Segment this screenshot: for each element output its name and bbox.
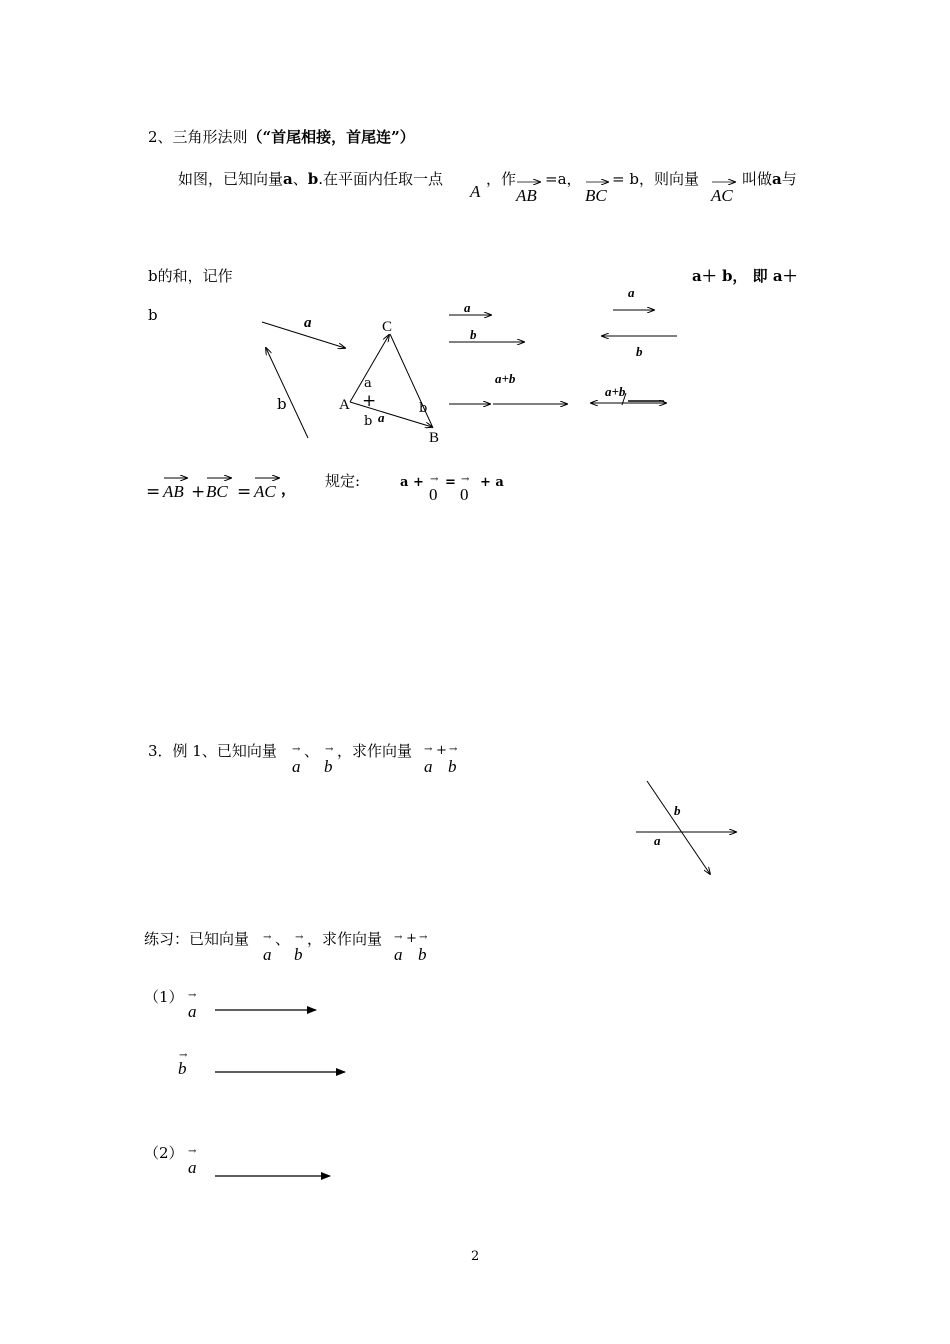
vec-arrow: →	[394, 932, 403, 943]
formula-AC: AC	[254, 482, 276, 501]
paragraph-line-2-right: a＋ b， 即 a＋	[692, 267, 798, 285]
fig-right-a1: a	[464, 300, 471, 315]
page-number: 2	[471, 1249, 480, 1264]
zero-arrow-1: →	[430, 474, 439, 485]
paragraph-text: ，作	[486, 170, 517, 188]
practice-item-1-a: a	[188, 1002, 197, 1021]
formula-BC: BC	[206, 482, 228, 501]
vec-arrow: →	[188, 1146, 197, 1157]
example-vec-b: b	[324, 757, 333, 776]
fig-label-a: a	[304, 315, 312, 331]
example-sum-b: b	[448, 757, 457, 776]
example-1-prefix: 3．例 1、已知向量	[148, 742, 277, 760]
formula-eq-left: =	[146, 482, 161, 502]
vec-arrow: →	[419, 932, 428, 943]
paragraph-text: = b，则向量	[612, 170, 699, 188]
practice-item-1-b: b	[178, 1059, 187, 1078]
zero-arrow-2: →	[461, 474, 470, 485]
practice-vec-a: a	[263, 945, 272, 964]
zero-vector-2: 0	[460, 485, 469, 504]
example-sep: 、	[304, 742, 320, 760]
vec-arrow: →	[263, 932, 272, 943]
formula-AB: AB	[163, 482, 184, 501]
example-fig-a: a	[654, 833, 661, 848]
rule-label: 规定:	[325, 472, 361, 490]
paragraph-line-2: b的和，记作	[148, 267, 233, 285]
vec-arrow: →	[325, 744, 334, 755]
fig-label-B: B	[429, 430, 440, 446]
zero-vector-1: 0	[429, 485, 438, 504]
fig-inner-b: b	[364, 414, 373, 429]
section-2-title: 2、三角形法则（“首尾相接，首尾连”）	[148, 128, 415, 146]
fig-right-b1: b	[470, 327, 477, 342]
rule-a-plus: a +	[400, 475, 424, 490]
vec-arrow: →	[424, 744, 433, 755]
practice-sum-a: a	[394, 945, 403, 964]
example-mid: ，求作向量	[337, 742, 413, 760]
fig-right-a2: a	[628, 285, 635, 300]
fig-sum-label-1: a+b	[495, 371, 516, 386]
rule-equals: =	[445, 475, 456, 490]
rule-plus-a: + a	[480, 475, 504, 490]
example-sum-a: a	[424, 757, 433, 776]
fig-side-a: a	[378, 410, 385, 425]
fig-right-b2: b	[636, 344, 643, 359]
vec-arrow: →	[449, 744, 458, 755]
paragraph-line-3: b	[148, 306, 158, 324]
point-A-label: A	[470, 182, 481, 201]
practice-item-2-a: a	[188, 1158, 197, 1177]
fig-inner-a: a	[364, 376, 372, 391]
vector-BC: BC	[585, 186, 607, 205]
formula-plus: +	[191, 482, 206, 502]
paragraph-text: 叫做a与	[742, 170, 797, 188]
practice-item-2-label: （2）	[144, 1144, 184, 1162]
fig-label-A: A	[339, 397, 350, 413]
practice-sum-plus: +	[406, 931, 417, 946]
fig-label-b: b	[277, 395, 287, 413]
vec-arrow: →	[179, 1050, 188, 1061]
fig-sum-label-2: a+b	[605, 384, 626, 399]
vec-arrow: →	[292, 744, 301, 755]
example-vec-a: a	[292, 757, 301, 776]
practice-prefix: 练习：已知向量	[144, 930, 250, 948]
paragraph-text: =a，	[545, 170, 582, 188]
practice-sep: 、	[275, 930, 291, 948]
practice-mid: ，求作向量	[307, 930, 383, 948]
fig-side-b: b	[419, 401, 428, 416]
vec-arrow: →	[295, 932, 304, 943]
example-sum-plus: +	[436, 743, 447, 758]
formula-eq: =	[237, 482, 252, 502]
formula-comma: ，	[281, 480, 297, 498]
fig-inner-plus: +	[362, 391, 377, 411]
fig-label-C: C	[382, 319, 393, 335]
practice-vec-b: b	[294, 945, 303, 964]
practice-item-1-label: （1）	[144, 988, 184, 1006]
vector-AB: AB	[516, 186, 537, 205]
practice-sum-b: b	[418, 945, 427, 964]
example-fig-b: b	[674, 803, 681, 818]
paragraph-line-1: 如图，已知向量a、b.在平面内任取一点	[178, 170, 444, 188]
vec-arrow: →	[188, 990, 197, 1001]
vector-AC: AC	[711, 186, 733, 205]
